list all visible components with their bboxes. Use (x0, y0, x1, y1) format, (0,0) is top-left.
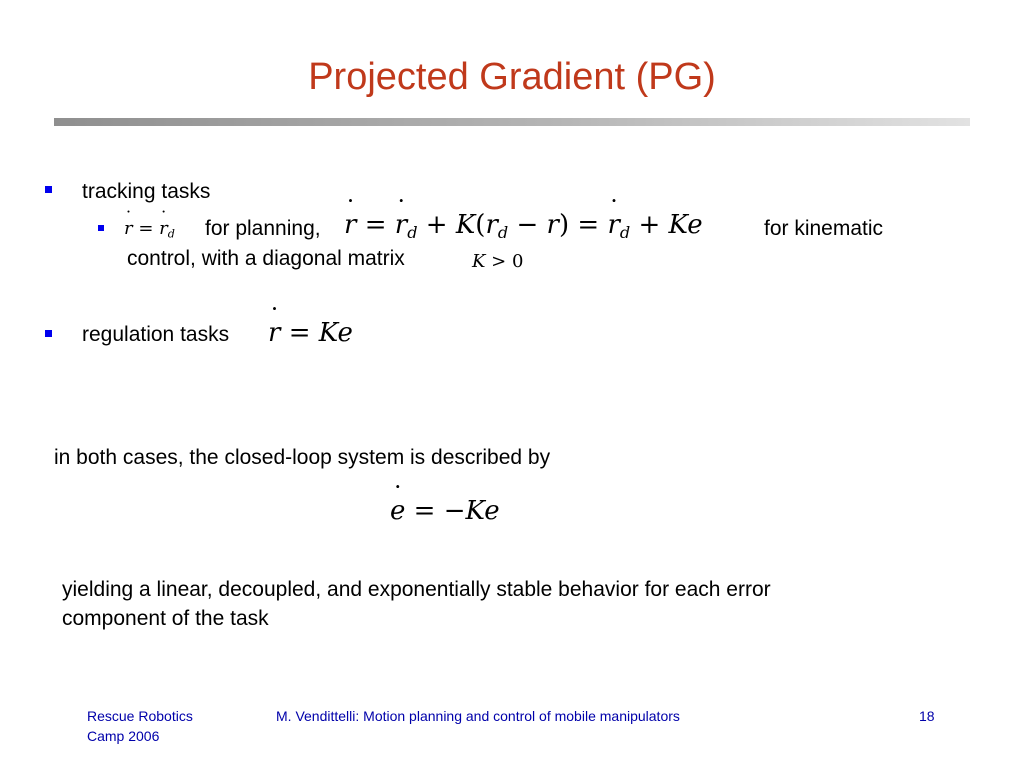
formula-planning: ˙ r = ˙ $r_d$ (124, 218, 175, 241)
bullet-regulation-tasks: regulation tasks (82, 323, 230, 346)
footer-left-line2: Camp 2006 (87, 728, 160, 744)
formula-regulation: ˙ r = Ke (268, 318, 353, 348)
footer-center: M. Vendittelli: Motion planning and control of mobile manipulators (276, 708, 680, 724)
text-diagonal-matrix: control, with a diagonal matrix (127, 247, 405, 270)
bullet-tracking-tasks: tracking tasks (82, 180, 211, 203)
bullet-marker (45, 186, 52, 193)
title-divider (54, 118, 970, 126)
bullet-marker (45, 330, 52, 337)
slide-title: Projected Gradient (PG) (308, 56, 716, 98)
text-both-cases: in both cases, the closed-loop system is described by (54, 446, 551, 469)
formula-k-positive: K > 0 (472, 251, 524, 272)
formula-closed-loop: ˙ e = −Ke (390, 496, 500, 526)
footer-page-number: 18 (919, 708, 935, 724)
formula-kinematic-control: ˙ r = ˙ $r_d + K(r_d - r)$ = ˙ $r_d + Ke$ (344, 210, 703, 242)
text-for-planning: for planning, (205, 217, 321, 240)
text-yielding-line2: component of the task (62, 607, 269, 630)
footer-left (87, 706, 193, 746)
text-yielding-line1: yielding a linear, decoupled, and exponentially stable behavior for each error (62, 578, 771, 601)
footer-left-line1: Rescue Robotics (87, 708, 193, 724)
sub-bullet-marker (98, 225, 104, 231)
text-for-kinematic: for kinematic (764, 217, 884, 240)
